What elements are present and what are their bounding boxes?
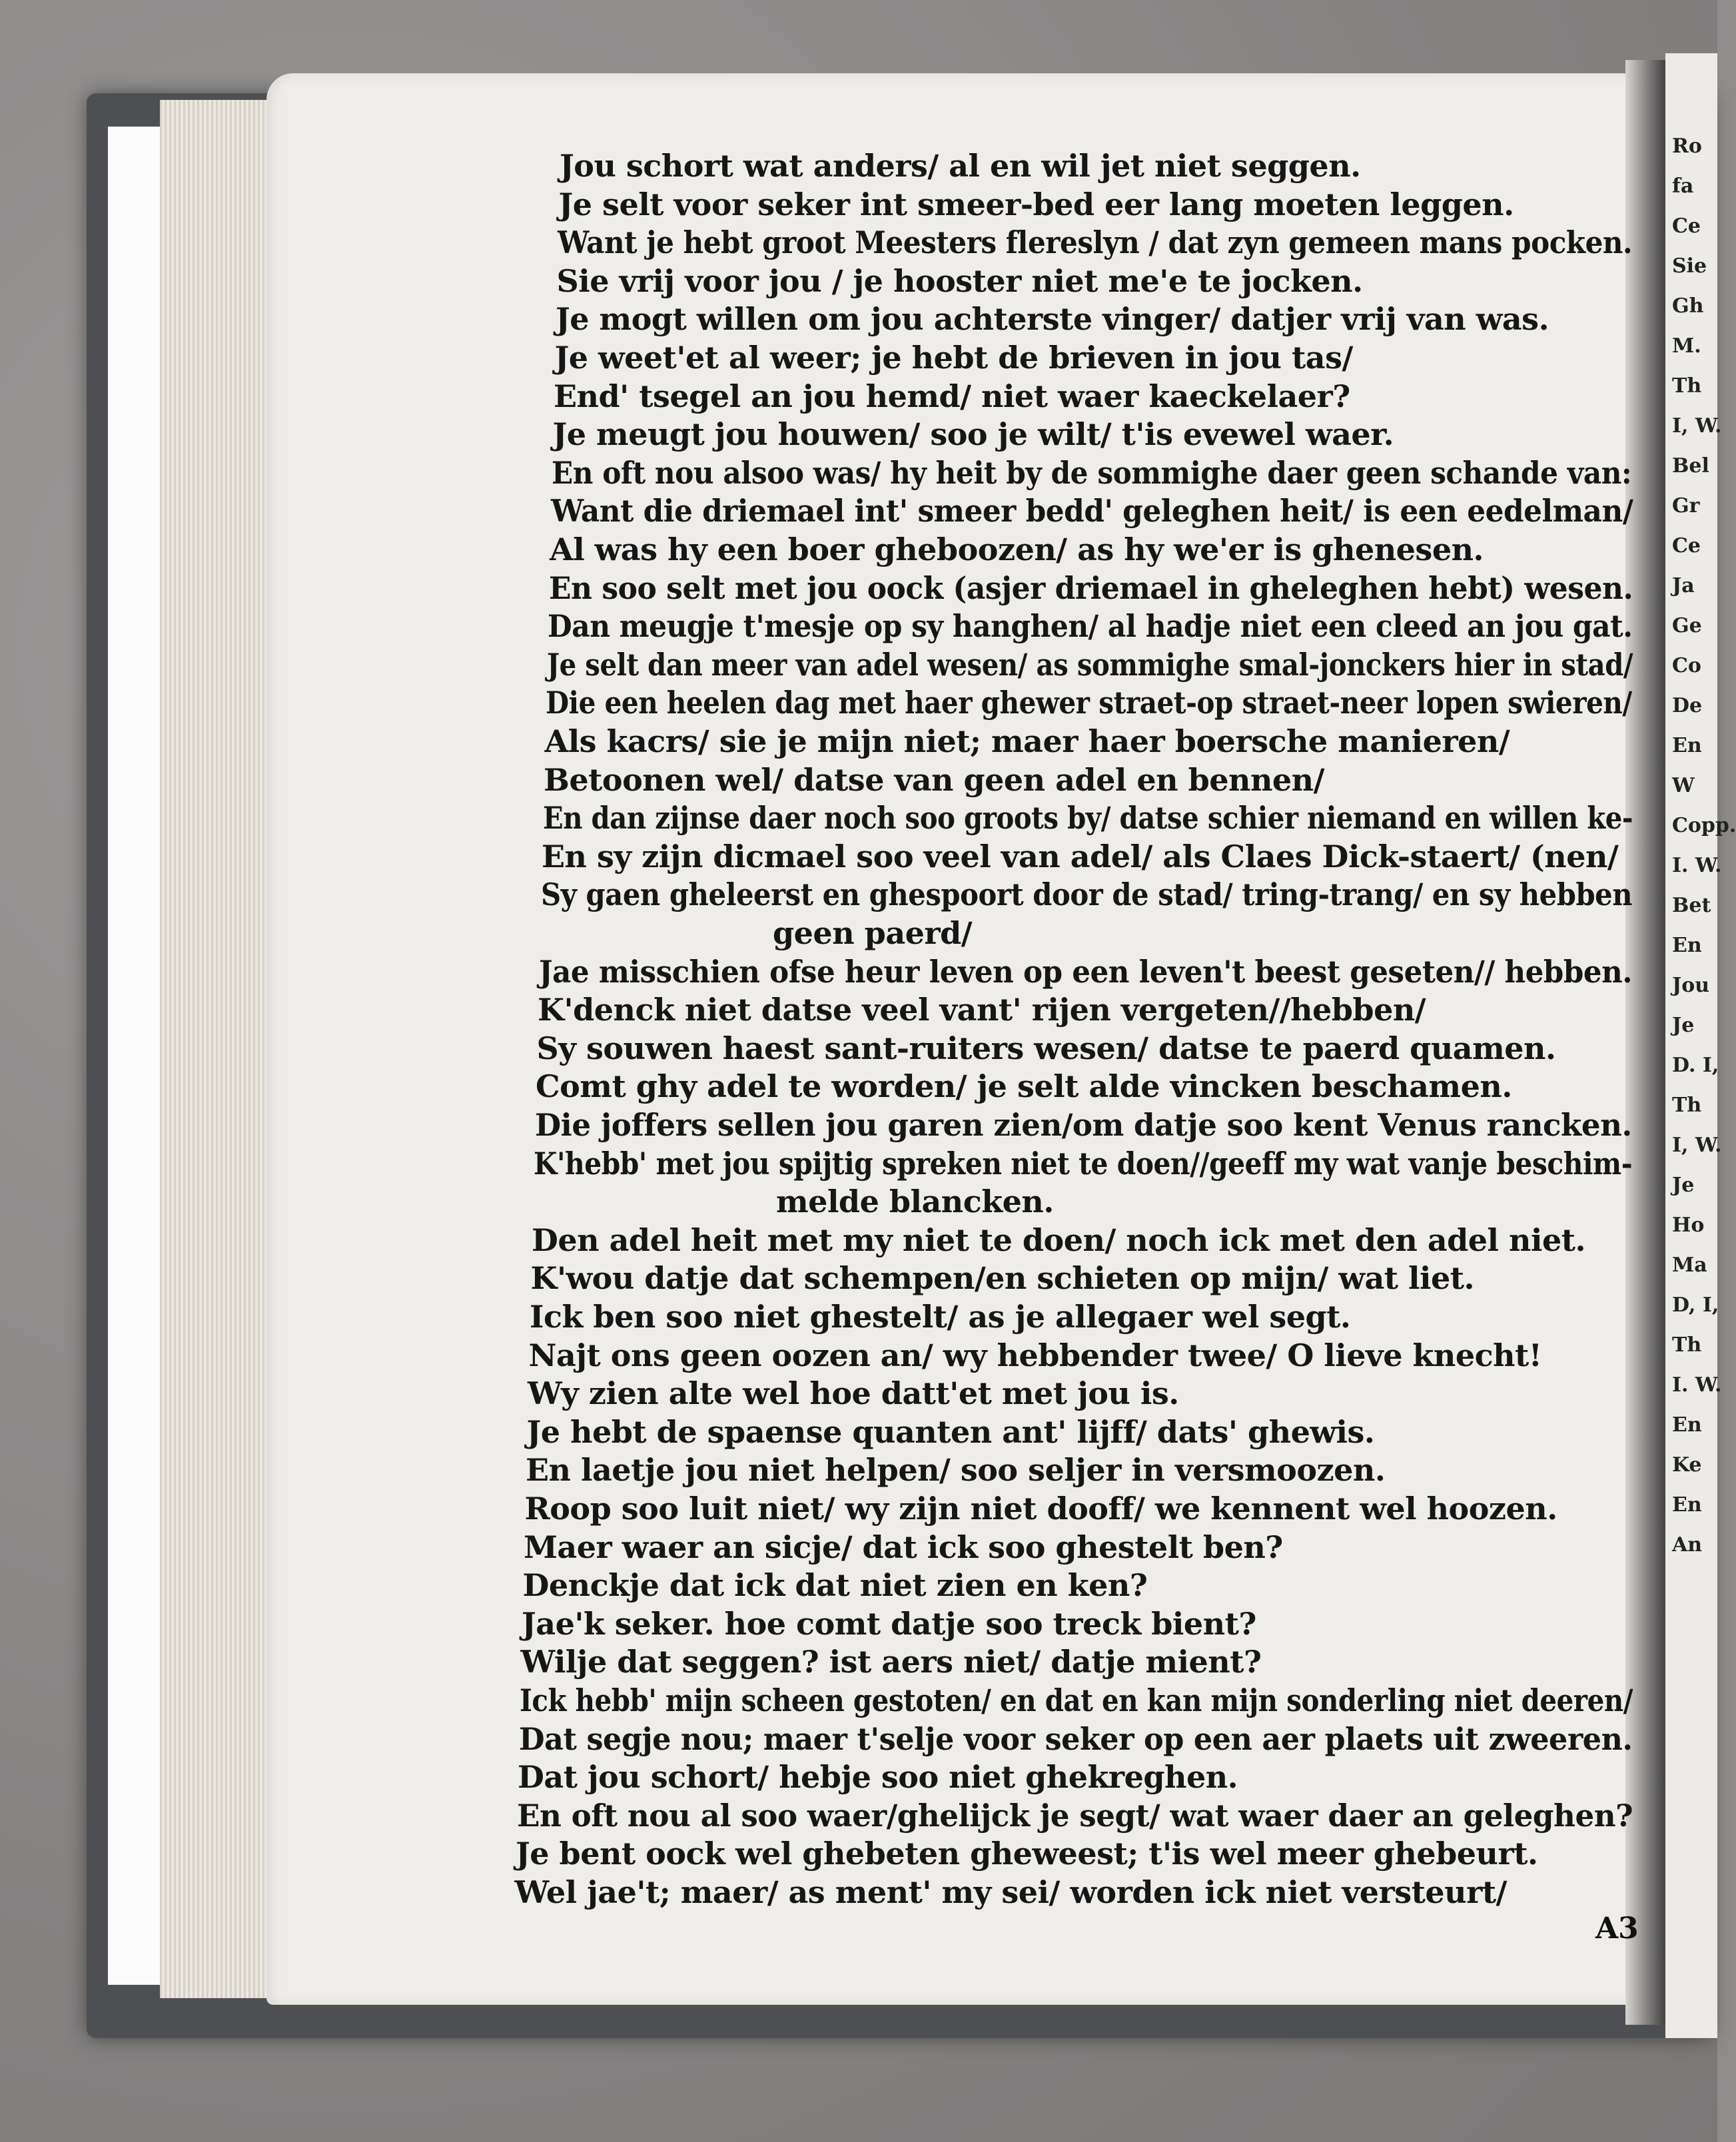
verse-line: Den adel heit met my niet te doen/ noch ick met den adel niet. <box>532 1222 1585 1258</box>
verse-line: Want die driemael int' smeer bedd' geleghen heit/ is een eedelman/ <box>550 493 1633 530</box>
facing-page-fragment: M. <box>1672 334 1701 358</box>
facing-page-fragment: En <box>1672 934 1702 957</box>
verse-line: Dat segje nou; maer t'selje voor seker op een aer plaets uit zweeren. <box>518 1720 1632 1757</box>
verse-line: Maer waer an sicje/ dat ick soo ghestelt ben? <box>524 1529 1283 1565</box>
facing-page-fragment: En <box>1672 1413 1702 1437</box>
facing-page-fragment: I, W. <box>1672 414 1722 438</box>
page-signature: A3 <box>1595 1912 1639 1946</box>
verse-line: Najt ons geen oozen an/ wy hebbender twee/ O lieve knecht! <box>528 1337 1542 1373</box>
verse-line: Ick hebb' mijn scheen gestoten/ en dat en kan mijn sonderling niet deeren/ <box>520 1682 1633 1718</box>
facing-page-fragment: An <box>1672 1533 1703 1557</box>
verse-line: K'hebb' met jou spijtig spreken niet te doen//geeff my wat vanje beschim- <box>534 1145 1633 1182</box>
facing-page-fragment: I. W. <box>1672 854 1722 877</box>
facing-page-fragment: Copp. <box>1672 814 1736 837</box>
verse-line: Je selt voor seker int smeer-bed eer lang moeten leggen. <box>558 186 1514 222</box>
facing-page-fragment: I, W. <box>1672 1134 1722 1157</box>
verse-line: En soo selt met jou oock (asjer driemael in gheleghen hebt) wesen. <box>548 569 1633 606</box>
facing-page-fragment: W <box>1672 774 1695 797</box>
facing-page-fragment: Jou <box>1672 974 1710 997</box>
verse-line: Jae misschien ofse heur leven op een leven't beest geseten// hebben. <box>538 953 1632 990</box>
facing-page-fragment: Ke <box>1672 1453 1702 1477</box>
verse-line: Die joffers sellen jou garen zien/om datje soo kent Venus rancken. <box>534 1107 1632 1143</box>
facing-page-fragment: Bel <box>1672 454 1709 478</box>
verse-line: Als kacrs/ sie je mijn niet; maer haer boersche manieren/ <box>544 723 1510 759</box>
verse-line: Dat jou schort/ hebje soo niet ghekreghen. <box>518 1759 1238 1796</box>
verse-line: Want je hebt groot Meesters flereslyn / dat zyn gemeen mans pocken. <box>558 224 1633 261</box>
facing-page-fragment: Bet <box>1672 894 1711 917</box>
verse-line: Je mogt willen om jou achterste vinger/ datjer vrij van was. <box>556 301 1549 338</box>
facing-page-fragment: fa <box>1672 175 1694 198</box>
verse-line: geen paerd/ <box>773 915 973 951</box>
verse-line: En oft nou al soo waer/ghelijck je segt/ wat waer daer an geleghen? <box>516 1797 1633 1834</box>
facing-page-fragments <box>1672 127 1736 1565</box>
verse-line: En dan zijnse daer noch soo groots by/ datse schier niemand en willen ke- <box>542 800 1633 837</box>
facing-page-fragment: Ro <box>1672 135 1702 158</box>
verse-line: Roop soo luit niet/ wy zijn niet dooff/ we kennent wel hoozen. <box>524 1491 1557 1527</box>
verse-line: Je weet'et al weer; je hebt de brieven in jou tas/ <box>554 340 1353 376</box>
verse-line: Jae'k seker. hoe comt datje soo treck bient? <box>522 1605 1256 1642</box>
verse-line: Sy souwen haest sant-ruiters wesen/ datse te paerd quamen. <box>536 1030 1556 1066</box>
verse-line: En laetje jou niet helpen/ soo seljer in versmoozen. <box>526 1452 1386 1489</box>
verse-line: Dan meugje t'mesje op sy hanghen/ al hadje niet een cleed an jou gat. <box>548 608 1633 645</box>
verse-line: Wilje dat seggen? ist aers niet/ datje mient? <box>520 1644 1262 1680</box>
verse-line: Betoonen wel/ datse van geen adel en bennen/ <box>544 761 1324 798</box>
facing-page-fragment: En <box>1672 1493 1702 1517</box>
verse-line: K'denck niet datse veel vant' rijen vergeten//hebben/ <box>538 992 1426 1028</box>
verse-line: En sy zijn dicmael soo veel van adel/ als Claes Dick-staert/ (nen/ <box>542 838 1619 875</box>
facing-page-fragment: Th <box>1672 1094 1702 1117</box>
verse-line: Die een heelen dag met haer ghewer straet-op straet-neer lopen swieren/ <box>546 685 1632 721</box>
facing-page-fragment: Co <box>1672 654 1701 677</box>
facing-page-fragment: Je <box>1672 1014 1695 1037</box>
verse-line: melde blancken. <box>776 1184 1054 1220</box>
facing-page-fragment: Gr <box>1672 494 1700 518</box>
verse-line: Jou schort wat anders/ al en wil jet niet seggen. <box>560 148 1361 184</box>
verse-line: Ick ben soo niet ghestelt/ as je allegaer wel segt. <box>530 1299 1351 1335</box>
facing-page-fragment: Ge <box>1672 614 1702 637</box>
verse-line: Je hebt de spaense quanten ant' lijff/ dats' ghewis. <box>526 1413 1375 1450</box>
facing-page-fragment: Sie <box>1672 254 1707 278</box>
facing-page-fragment: Th <box>1672 374 1702 398</box>
facing-page-fragment: Th <box>1672 1333 1702 1357</box>
facing-page-fragment: De <box>1672 694 1703 717</box>
facing-page-fragment: Je <box>1672 1174 1695 1197</box>
verse-line: Comt ghy adel te worden/ je selt alde vincken beschamen. <box>536 1068 1512 1105</box>
verse-line: K'wou datje dat schempen/en schieten op mijn/ wat liet. <box>530 1260 1474 1297</box>
verse-line: Wy zien alte wel hoe datt'et met jou is. <box>528 1375 1179 1412</box>
facing-page-fragment: D, I, <box>1672 1293 1719 1317</box>
facing-page-fragment: Ce <box>1672 534 1701 557</box>
facing-page-fragment: Ma <box>1672 1253 1707 1277</box>
verse-line: End' tsegel an jou hemd/ niet waer kaeckelaer? <box>554 378 1350 414</box>
facing-page-fragment: Ja <box>1672 574 1695 597</box>
verse-line: Je selt dan meer van adel wesen/ as sommighe smal-jonckers hier in stad/ <box>546 646 1633 683</box>
facing-page-fragment: D. I, <box>1672 1054 1719 1077</box>
verse-line: Je meugt jou houwen/ soo je wilt/ t'is evewel waer. <box>552 416 1394 453</box>
verse-line: Sie vrij voor jou / je hooster niet me'e te jocken. <box>556 262 1363 299</box>
verse-line: Je bent oock wel ghebeten gheweest; t'is wel meer ghebeurt. <box>516 1836 1538 1872</box>
facing-page-fragment: I. W. <box>1672 1373 1722 1397</box>
facing-page-fragment: Ho <box>1672 1214 1705 1237</box>
verse-line: En oft nou alsoo was/ hy heit by de sommighe daer geen schande van: <box>552 454 1632 491</box>
verse-line: Al was hy een boer gheboozen/ as hy we'er is ghenesen. <box>550 532 1484 567</box>
facing-page-fragment: Gh <box>1672 294 1704 318</box>
verse-line: Wel jae't; maer/ as ment' my sei/ worden ick niet versteurt/ <box>514 1874 1507 1910</box>
verse-line: Sy gaen gheleerst en ghespoort door de stad/ tring-trang/ en sy hebben <box>540 877 1632 913</box>
facing-page-fragment: En <box>1672 734 1702 757</box>
facing-page-fragment: Ce <box>1672 214 1701 238</box>
verse-line: Denckje dat ick dat niet zien en ken? <box>522 1567 1148 1604</box>
